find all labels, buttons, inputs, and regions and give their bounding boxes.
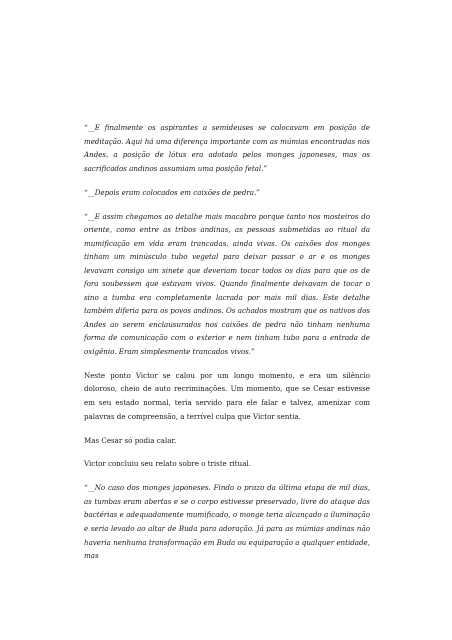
paragraph: Neste ponto Victor se calou por um longo momento, e era um silêncio doloroso, cheio de auto recriminações. Um momento, que se Cesar estivesse em seu estado normal, teria servido para ele falar e talvez, amenizar com palavras de compreensão, a terrível culpa que Victor sentia. bbox=[84, 370, 370, 421]
paragraph: “__Depois eram colocados em caixões de pedra.” bbox=[84, 187, 260, 197]
paragraph: “__E assim chegamos ao detalhe mais macabro porque tanto nos mosteiros do oriente, como entre as tribos andinas, as pessoas submetidas ao ritual da mumificação em vida eram trancadas, ainda vivas. Os caixões dos monges tinham um minúsculo tubo vegetal para deixar passar o ar e os monges levavam consigo um sinete que deveriam tocar todos os dias para que os de fora soubessem que estavam vivos. Quando finalmente deixavam de tocar o sino a tumba era completamente lacrada por mais mil dias. Este detalhe também diferia para os povos andinos. Os achados mostram que os nativos dos Andes ao serem enclausurados nos caixões de pedra não tinham nenhuma forma de comunicação com o exterior e nem tinham tubo para a entrada de oxigênio. Eram simplesmente trancados vivos.” bbox=[84, 211, 370, 356]
paragraph: “__E finalmente os aspirantes a semideuses se colocavam em posição de meditação. Aqui há uma diferença importante com as múmias encontradas nos Andes, a posição de lótus era adotada pelos monges japoneses, mas os sacrificados andinos assumiam uma posição fetal.” bbox=[84, 123, 370, 173]
paragraph: Mas Cesar só podia calar. bbox=[84, 435, 177, 445]
body-text bbox=[84, 121, 370, 573]
paragraph: Victor concluiu seu relato sobre o triste ritual. bbox=[84, 459, 251, 469]
paragraph: “__No caso dos monges japoneses. Findo o prazo da última etapa de mil dias, as tumbas eram abertas e se o corpo estivesse preservado, livre do ataque das bactérias e adequadamente mumificado, o monge teria alcançado a iluminação e seria levado ao altar de Buda para adoração. Já para as múmias andinas não haveria nenhuma transformação em Buda ou equiparação a qualquer entidade, mas bbox=[84, 483, 370, 561]
